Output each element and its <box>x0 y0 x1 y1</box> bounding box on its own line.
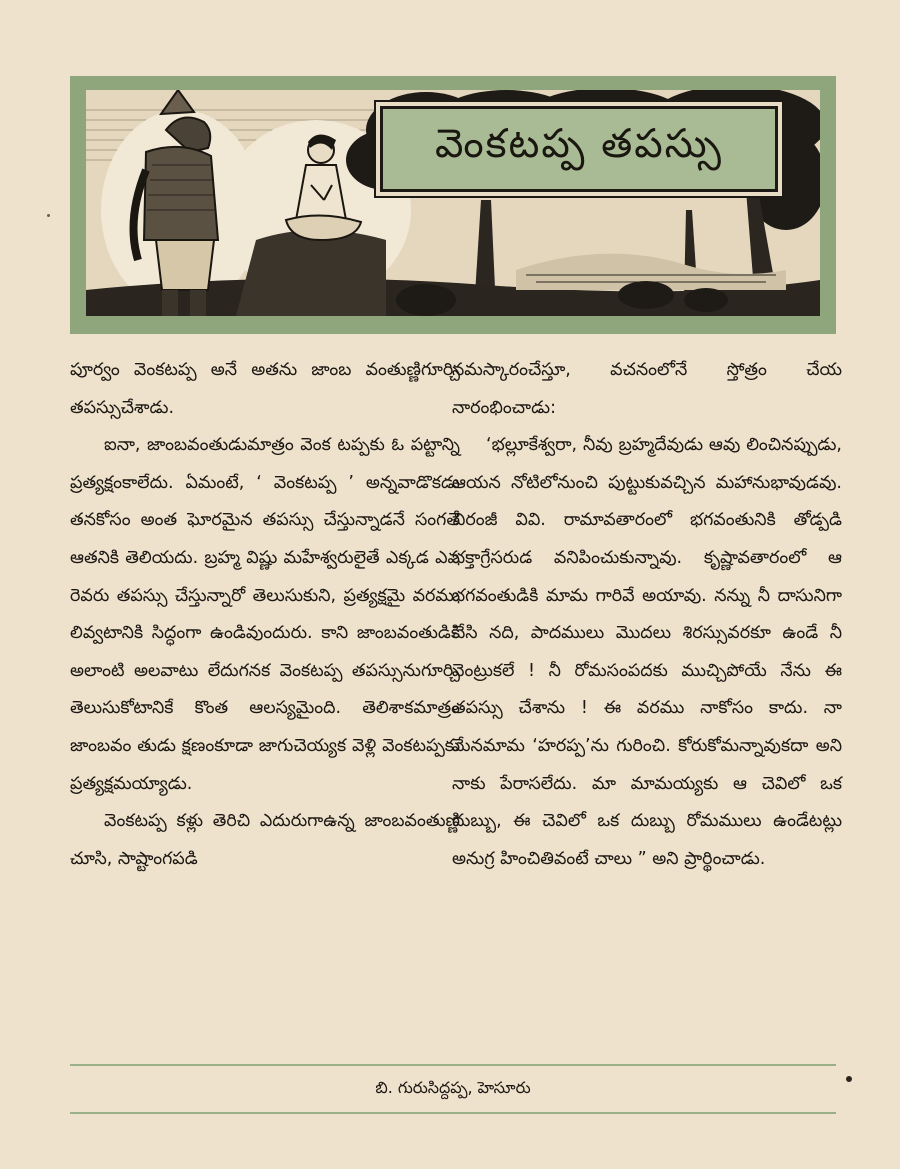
left-paragraph-1: పూర్వం వెంకటప్ప అనే అతను జాంబ వంతుణ్ణిగూర్చి తపస్సుచేశాడు. <box>70 360 460 418</box>
left-paragraph-2: ఐనా, జాంబవంతుడుమాత్రం వెంక టప్పకు ఓ పట్టాన్ని ప్రత్యక్షంకాలేదు. ఏమంటే, ‘ వెంకటప్ప ’ అన్నవాడొకడు తనకోసం అంత ఘోరమైన తపస్సు చేస్తున్నాడనే సంగతే ఆతనికి తెలియదు. బ్రహ్మ విష్ణు మహేశ్వరులైతే ఎక్కడ ఎవ రెవరు తపస్సు చేస్తున్నారో తెలుసుకుని, ప్రత్యక్షమై వరము లివ్వటానికి సిద్ధంగా ఉండివుందురు. కాని జాంబవంతుడికి అలాంటి అలవాటు లేదుగనక వెంకటప్ప తపస్సునుగూర్చి తెలుసుకోటానికే కొంత ఆలస్యమైంది. తెలిశాకమాత్రం జాంబవం తుడు క్షణంకూడా జాగుచెయ్యక వెళ్లి వెంకటప్పకు ప్రత్యక్షమయ్యాడు. <box>70 435 460 794</box>
right-paragraph-2: ‘భల్లూకేశ్వరా, నీవు బ్రహ్మదేవుడు ఆవు లించినప్పుడు, ఆయన నోటిలోనుంచి పుట్టుకువచ్చిన మహానుభావుడవు. చిరంజీ వివి. రామావతారంలో భగవంతునికి తోడ్పడి భక్తాగ్రేసరుడ వనిపించుకున్నావు. కృష్ణావతారంలో ఆ భగవంతుడికి మామ గారివే అయావు. నన్ను నీ దాసునిగా చేసి నది, పాదములు మొదలు శిరస్సువరకూ ఉండే నీ వెంట్రుకలే ! నీ రోమసంపదకు ముచ్చిపోయే నేను ఈ తపస్సు చేశాను ! ఈ వరము నాకోసం కాదు. నా మేనమామ ‘హరప్ప’ను గురించి. కోరుకోమన్నావుకదా అని నాకు పేరాసలేదు. మా మామయ్యకు ఆ చెవిలో ఒక దుబ్బు, ఈ చెవిలో ఒక దుబ్బు రోమములు ఉండేటట్లు అనుగ్ర హించితివంటే చాలు ” అని ప్రార్థించాడు. <box>452 435 842 869</box>
ink-speck-small <box>47 214 50 217</box>
right-text-column <box>452 352 842 878</box>
divider-top <box>70 1064 836 1066</box>
divider-bottom <box>70 1112 836 1114</box>
ink-speck <box>846 1076 852 1082</box>
right-paragraph-1: నమస్కారంచేస్తూ, వచనంలోనే స్తోత్రం చేయ నారంభించాడు: <box>452 360 842 418</box>
left-text-column <box>70 352 460 878</box>
left-paragraph-3: వెంకటప్ప కళ్లు తెరిచి ఎదురుగాఉన్న జాంబవంతుణ్ణి చూసి, సాష్టాంగపడి <box>70 811 460 869</box>
story-title: వెంకటప్ప తపస్సు <box>434 121 724 167</box>
author-byline: బి. గురుసిద్దప్ప, హెసూరు <box>375 1078 531 1097</box>
title-panel <box>380 106 778 192</box>
story-banner <box>70 76 836 334</box>
